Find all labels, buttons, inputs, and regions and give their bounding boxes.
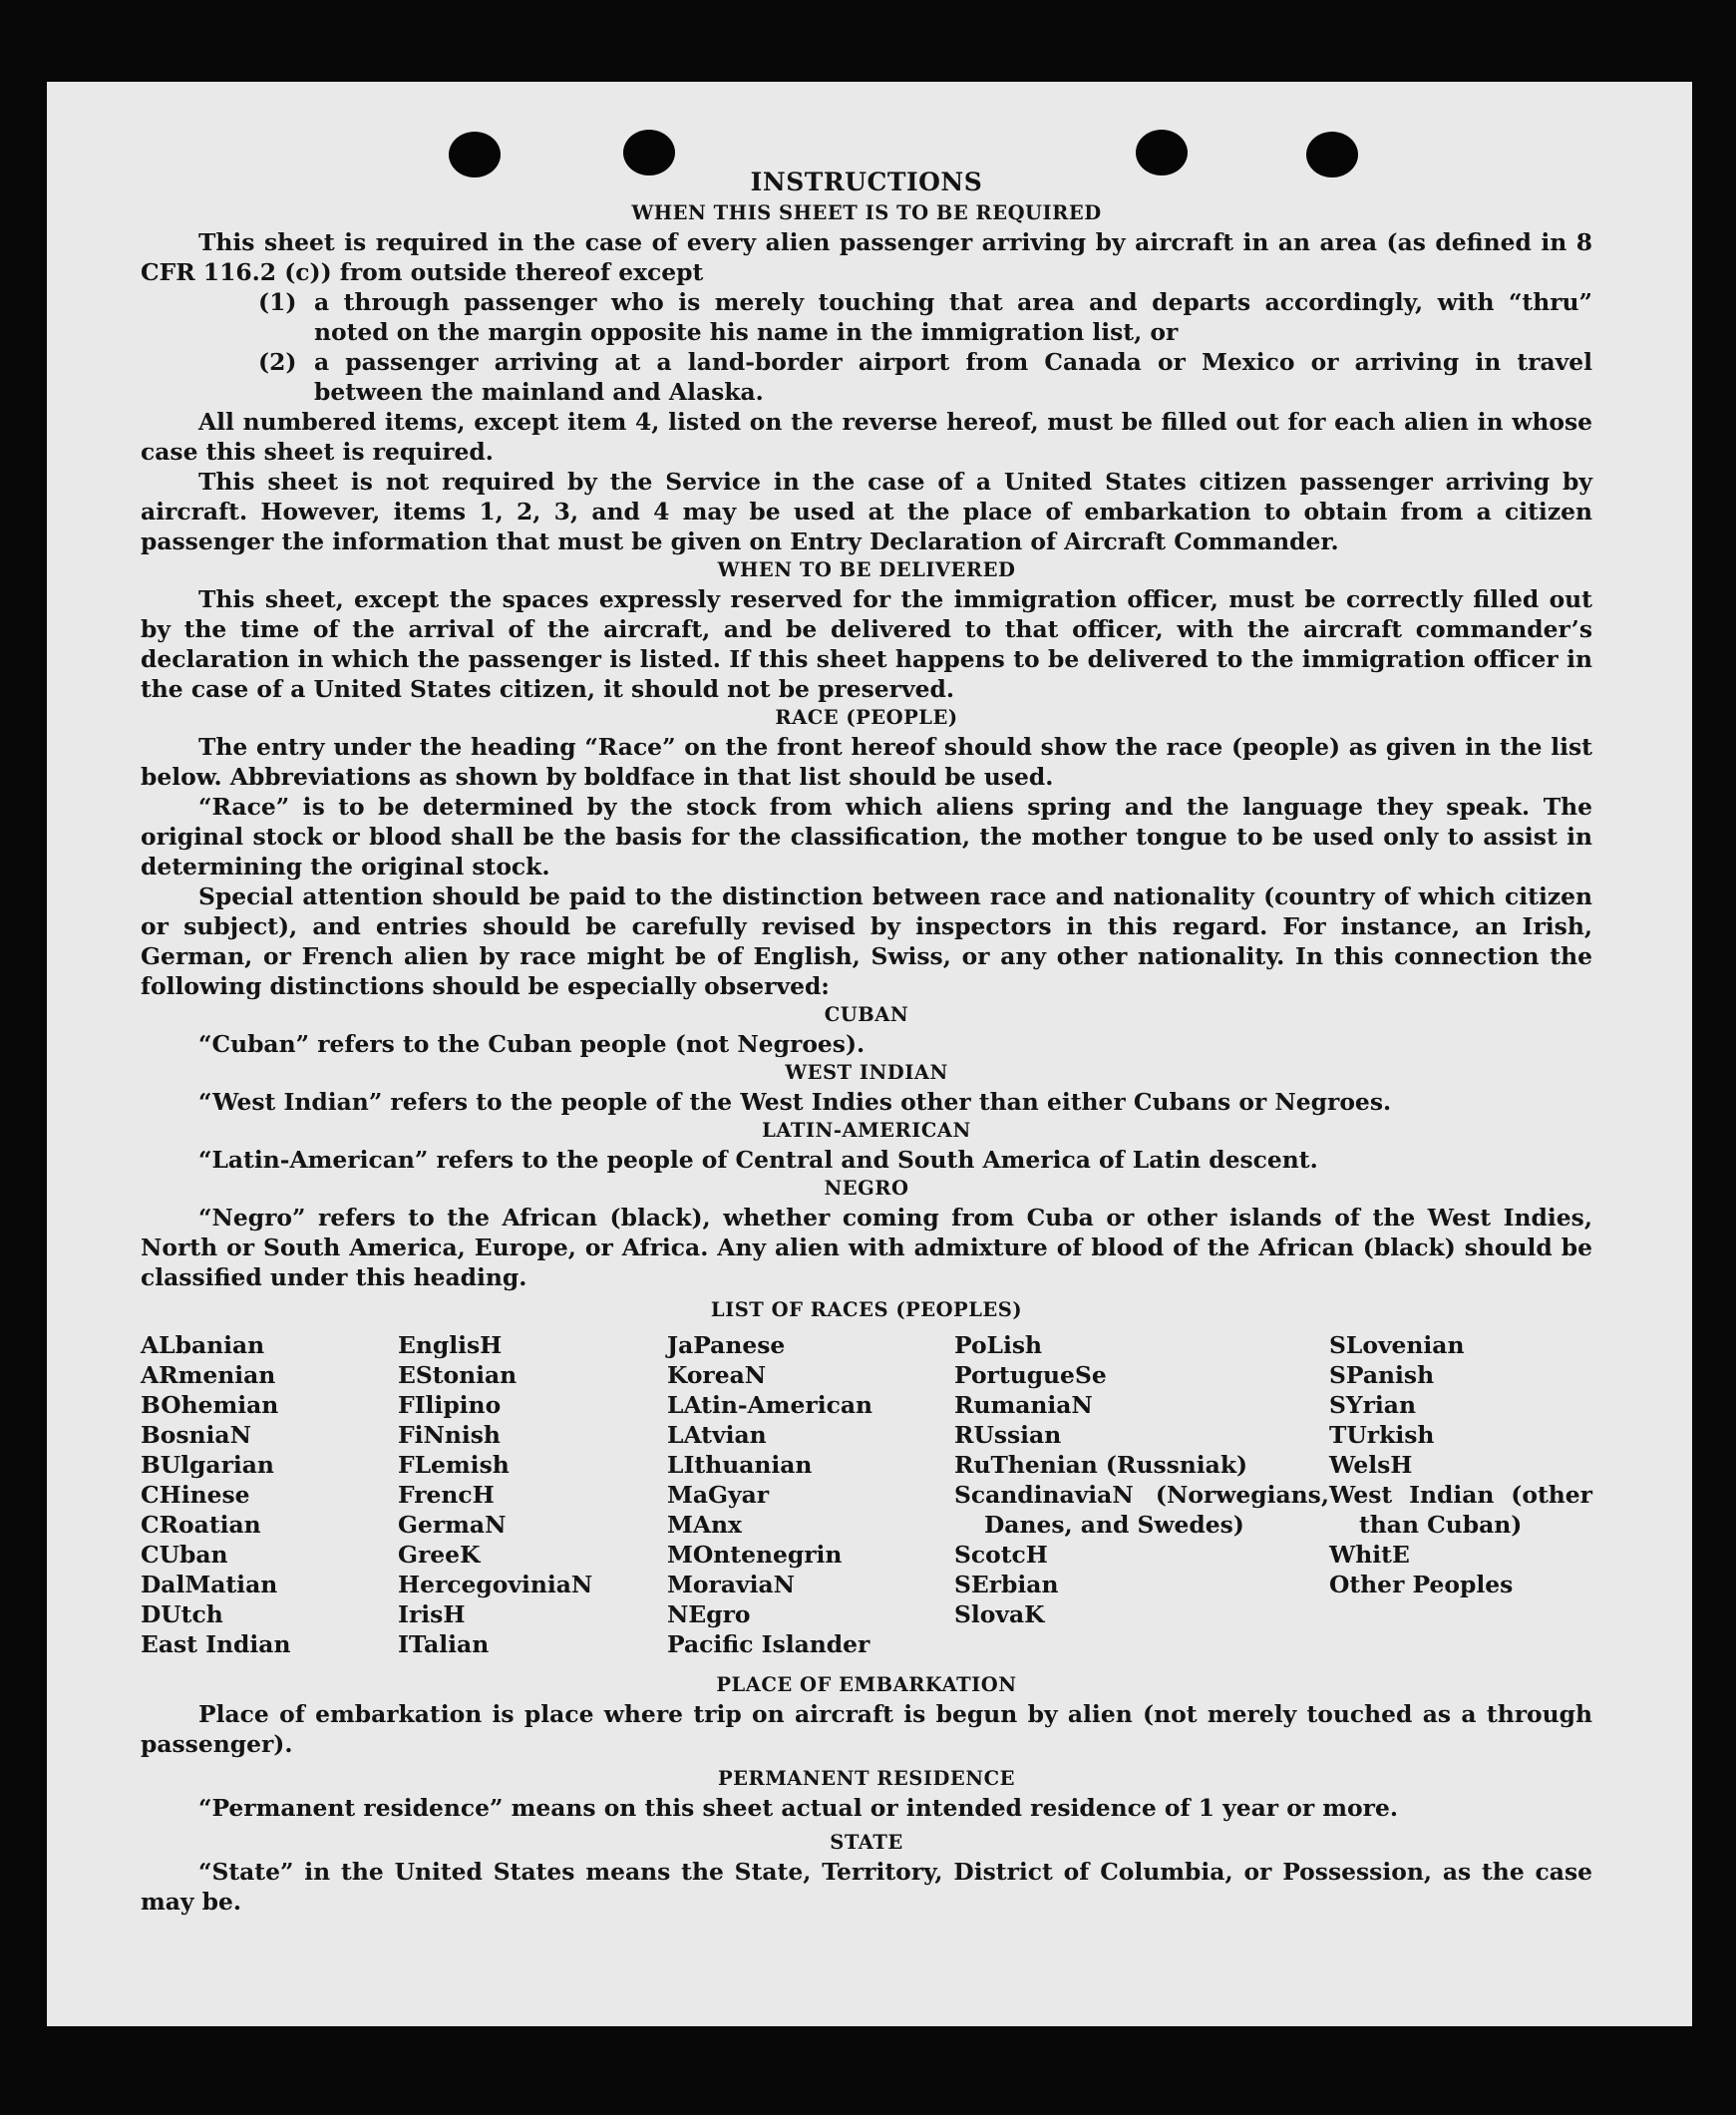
negro-text: “Negro” refers to the African (black), whether coming from Cuba or other islands of the West Indies, North or South America, Europe, or Africa. Any alien with admixture of blood of the African (black) should be classified under this heading. xyxy=(141,1204,1592,1291)
race-entry: DalMatian xyxy=(141,1571,278,1598)
state-text: “State” in the United States means the State, Territory, District of Columbia, or Possession, as the case may be. xyxy=(141,1858,1592,1916)
exception-text: a through passenger who is merely touching that area and departs accordingly, with “thru” noted on the margin opposite his name in the immigration list, or xyxy=(314,288,1592,346)
heading-negro: NEGRO xyxy=(824,1177,909,1200)
race-column-1 xyxy=(141,1330,398,1659)
race-entry-west-indian: West Indian (other than Cuban) xyxy=(1329,1481,1592,1539)
race-entry: MoraviaN xyxy=(667,1571,795,1598)
race-entry: MAnx xyxy=(667,1511,742,1539)
exception-item xyxy=(141,347,1592,407)
race-entry: East Indian xyxy=(141,1630,291,1658)
race-entry: EStonian xyxy=(398,1361,518,1389)
race-paragraph-1: The entry under the heading “Race” on the front hereof should show the race (people) as given in the list below. Abbreviations as shown by boldface in that list should be used. xyxy=(141,733,1592,791)
race-entry: NEgro xyxy=(667,1600,751,1628)
race-entry: SlovaK xyxy=(954,1600,1045,1628)
residence-text: “Permanent residence” means on this sheet actual or intended residence of 1 year or more. xyxy=(198,1794,1398,1822)
race-entry: KoreaN xyxy=(667,1361,767,1389)
race-paragraph-3: Special attention should be paid to the distinction between race and nationality (country of which citizen or subject), and entries should be carefully revised by inspectors in this regard. For instance, an Irish, German, or French alien by race might be of English, Swiss, or any other nationality. In this connection the following distinctions should be especially observed: xyxy=(141,882,1592,1000)
heading-residence: PERMANENT RESIDENCE xyxy=(717,1767,1015,1790)
required-numbered-items: All numbered items, except item 4, listed on the reverse hereof, must be filled out for each alien in whose case this sheet is required. xyxy=(141,408,1592,466)
race-list xyxy=(141,1330,1592,1659)
race-paragraph-2: “Race” is to be determined by the stock from which aliens spring and the language they speak. The original stock or blood shall be the basis for the classification, the mother tongue to be used only to assist in determining the original stock. xyxy=(141,793,1592,881)
exception-item xyxy=(141,287,1592,347)
race-column-2 xyxy=(398,1330,667,1659)
race-entry: SYrian xyxy=(1329,1391,1416,1419)
exception-text: a passenger arriving at a land-border airport from Canada or Mexico or arriving in travel between the mainland and Alaska. xyxy=(314,348,1592,406)
race-entry: CUban xyxy=(141,1541,228,1569)
race-entry: GreeK xyxy=(398,1541,481,1569)
race-entry: MOntenegrin xyxy=(667,1541,843,1569)
heading-required: WHEN THIS SHEET IS TO BE REQUIRED xyxy=(631,201,1102,224)
race-entry: PoLish xyxy=(954,1331,1043,1359)
heading-embarkation: PLACE OF EMBARKATION xyxy=(716,1673,1017,1696)
race-entry: WelsH xyxy=(1329,1451,1413,1479)
heading-latin-american: LATIN-AMERICAN xyxy=(762,1119,971,1142)
heading-delivered: WHEN TO BE DELIVERED xyxy=(717,558,1016,581)
race-entry: RumaniaN xyxy=(954,1391,1093,1419)
race-entry: FiNnish xyxy=(398,1421,501,1449)
race-entry: DUtch xyxy=(141,1600,223,1628)
race-entry: JaPanese xyxy=(667,1331,786,1359)
race-entry: CHinese xyxy=(141,1481,250,1509)
race-entry: LIthuanian xyxy=(667,1451,813,1479)
heading-state: STATE xyxy=(830,1831,903,1854)
race-entry: ARmenian xyxy=(141,1361,276,1389)
instructions-content xyxy=(141,168,1592,1917)
race-entry: BosniaN xyxy=(141,1421,251,1449)
heading-west-indian: WEST INDIAN xyxy=(785,1061,948,1084)
race-entry: SErbian xyxy=(954,1571,1059,1598)
west-indian-text: “West Indian” refers to the people of the West Indies other than either Cubans or Negroes. xyxy=(198,1088,1392,1116)
document-sheet xyxy=(47,82,1692,2026)
race-column-4 xyxy=(954,1330,1329,1659)
required-citizen-note: This sheet is not required by the Service in the case of a United States citizen passenger arriving by aircraft. However, items 1, 2, 3, and 4 may be used at the place of embarkation to obtain from a citizen passenger the information that must be given on Entry Declaration of Aircraft Commander. xyxy=(141,468,1592,555)
race-entry-scandinavian: ScandinaviaN (Norwegians, Danes, and Swedes) xyxy=(954,1481,1329,1539)
race-entry: PortugueSe xyxy=(954,1361,1107,1389)
race-entry: WhitE xyxy=(1329,1541,1410,1569)
race-entry: SPanish xyxy=(1329,1361,1435,1389)
race-column-5 xyxy=(1329,1330,1592,1659)
race-entry: RuThenian (Russniak) xyxy=(954,1451,1248,1479)
race-entry: GermaN xyxy=(398,1511,507,1539)
race-entry: Pacific Islander xyxy=(667,1630,870,1658)
page-title: INSTRUCTIONS xyxy=(750,168,983,196)
race-entry: BOhemian xyxy=(141,1391,279,1419)
race-entry: SLovenian xyxy=(1329,1331,1465,1359)
embarkation-text: Place of embarkation is place where trip on aircraft is begun by alien (not merely touched as a through passenger). xyxy=(141,1700,1592,1758)
cuban-text: “Cuban” refers to the Cuban people (not Negroes). xyxy=(198,1030,866,1058)
race-entry: IrisH xyxy=(398,1600,466,1628)
heading-list-of-races: LIST OF RACES (PEOPLES) xyxy=(710,1298,1023,1321)
exception-number: (2) xyxy=(258,348,297,376)
race-entry: MaGyar xyxy=(667,1481,770,1509)
race-entry: FrencH xyxy=(398,1481,495,1509)
exception-number: (1) xyxy=(258,288,297,316)
race-entry: ITalian xyxy=(398,1630,490,1658)
delivered-text: This sheet, except the spaces expressly reserved for the immigration officer, must be correctly filled out by the time of the arrival of the aircraft, and be delivered to that officer, with the aircraft commander’s declaration in which the passenger is listed. If this sheet happens to be delivered to the immigration officer in the case of a United States citizen, it should not be preserved. xyxy=(141,585,1592,703)
race-entry: FIlipino xyxy=(398,1391,502,1419)
latin-american-text: “Latin-American” refers to the people of Central and South America of Latin descent. xyxy=(198,1146,1318,1174)
race-entry: HercegoviniaN xyxy=(398,1571,593,1598)
race-entry: Other Peoples xyxy=(1329,1571,1514,1598)
race-entry: FLemish xyxy=(398,1451,510,1479)
race-entry: RUssian xyxy=(954,1421,1062,1449)
race-entry: CRoatian xyxy=(141,1511,261,1539)
race-entry: EnglisH xyxy=(398,1331,503,1359)
heading-race: RACE (PEOPLE) xyxy=(775,706,958,729)
race-entry: ScotcH xyxy=(954,1541,1048,1569)
race-entry: LAtin-American xyxy=(667,1391,872,1419)
race-entry: ALbanian xyxy=(141,1331,265,1359)
race-entry: LAtvian xyxy=(667,1421,767,1449)
heading-cuban: CUBAN xyxy=(824,1003,909,1026)
race-entry: TUrkish xyxy=(1329,1421,1435,1449)
race-column-3 xyxy=(667,1330,954,1659)
required-intro: This sheet is required in the case of every alien passenger arriving by aircraft in an area (as defined in 8 CFR 116.2 (c)) from outside thereof except xyxy=(141,228,1592,286)
race-entry: BUlgarian xyxy=(141,1451,274,1479)
